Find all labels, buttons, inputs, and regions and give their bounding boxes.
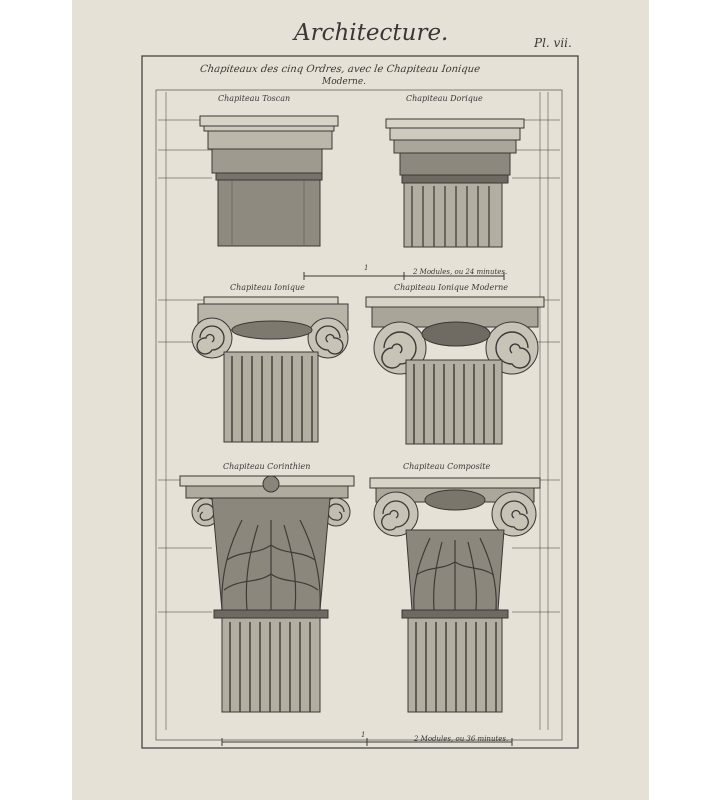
label-corinthian-capital: Chapiteau Corinthien: [223, 462, 311, 471]
tuscan-capital: [200, 116, 338, 246]
doric-capital: [386, 119, 524, 247]
engraving-plate: [72, 0, 649, 800]
plate-subtitle-second-line: Moderne.: [322, 77, 367, 87]
scale-lower-mark: 1: [361, 731, 366, 739]
scale-lower-text: 2 Modules, ou 36 minutes.: [414, 735, 509, 743]
label-tuscan-capital: Chapiteau Toscan: [218, 94, 291, 103]
label-modern-ionic-capital: Chapiteau Ionique Moderne: [394, 283, 508, 292]
plate-number: Pl. vii.: [534, 36, 572, 50]
outer-frame: [142, 56, 578, 748]
ionic-capital: [192, 297, 348, 442]
label-composite-capital: Chapiteau Composite: [403, 462, 491, 471]
label-ionic-capital: Chapiteau Ionique: [230, 283, 305, 292]
scale-upper-mark: 1: [364, 264, 369, 272]
capitals-engraving: [72, 0, 649, 800]
label-doric-capital: Chapiteau Dorique: [406, 94, 483, 103]
plate-subtitle: Chapiteaux des cinq Ordres, avec le Chapiteau Ionique: [199, 64, 481, 75]
plate-title: Architecture.: [294, 20, 449, 46]
scale-upper-text: 2 Modules, ou 24 minutes.: [413, 268, 508, 276]
modern-ionic-capital: [366, 297, 544, 444]
corinthian-capital: [180, 476, 354, 712]
composite-capital: [370, 478, 540, 712]
